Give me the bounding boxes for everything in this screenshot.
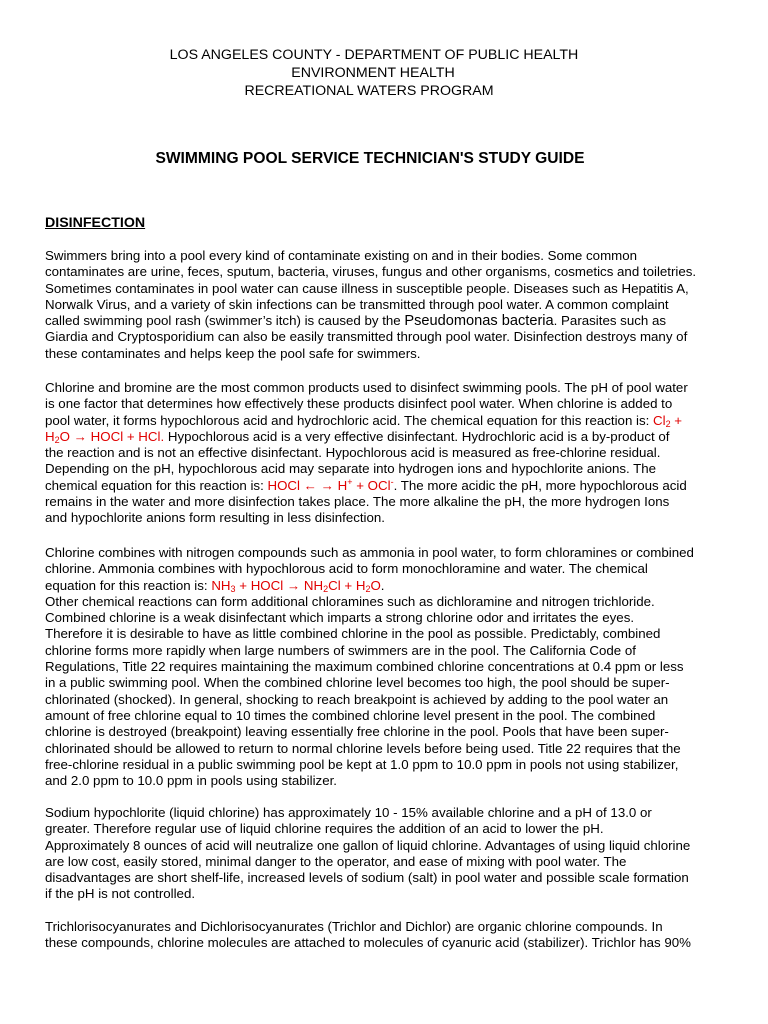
paragraph-chloramines (45, 545, 730, 789)
text-line: Depending on the pH, hypochlorous acid may separate into hydrogen ions and hypochlorite anions. The (45, 461, 657, 477)
text-line: contaminates are urine, feces, sputum, bacteria, viruses, fungus and other organisms, cosmetics and toiletries. (45, 264, 697, 280)
text-segment: chemical equation for this reaction is: (45, 477, 268, 493)
text-line: Giardia and Cryptosporidium can also be easily transmitted through pool water. Disinfection destroys many of (45, 329, 688, 345)
equation-superscript: - (390, 476, 394, 487)
text-line: if the pH is not controlled. (45, 886, 196, 902)
text-line: the reaction and is not an effective disinfectant. Hypochlorous acid is measured as free-chlorine residual. (45, 445, 661, 461)
equation-subscript: 2 (54, 434, 60, 445)
text-line: chlorine. Ammonia combines with hypochlorous acid to form monochloramine and water. The chemical (45, 561, 648, 577)
text-line: Combined chlorine is a weak disinfectant which imparts a strong chlorine odor and irritates the eyes. (45, 610, 635, 626)
chemical-equation-dissociation (267, 478, 393, 493)
equation-part: Cl + H (328, 577, 366, 593)
text-line: in a public swimming pool. When the combined chlorine level becomes too high, the pool should be super- (45, 675, 670, 691)
text-line: and 2.0 ppm to 10.0 ppm in pools using stabilizer. (45, 773, 337, 789)
equation-part: O → HOCl + HCl. (59, 428, 165, 444)
chemical-equation-monochloramine (211, 578, 380, 593)
text-line: are low cost, easily stored, minimal danger to the operator, and ease of mixing with pool water. The (45, 853, 627, 869)
text-line: free-chlorine residual in a public swimming pool be kept at 1.0 ppm to 10.0 ppm in pools not using stabilizer, (45, 756, 679, 772)
pseudomonas-term: Pseudomonas bacteria (404, 313, 554, 330)
text-line: these compounds, chlorine molecules are attached to molecules of cyanuric acid (stabilizer). Trichlor has 90% (45, 935, 691, 951)
chemical-equation-hypochlorous (653, 413, 682, 428)
text-line: greater. Therefore regular use of liquid chlorine requires the addition of an acid to lower the pH. (45, 821, 604, 837)
equation-part: + (670, 412, 683, 428)
text-line: Sometimes contaminates in pool water can cause illness in susceptible people. Diseases such as Hepatitis A, (45, 280, 689, 296)
document-title: SWIMMING POOL SERVICE TECHNICIAN'S STUDY GUIDE (155, 150, 585, 167)
text-line (45, 313, 730, 329)
text-segment: . The more acidic the pH, more hypochlorous acid (393, 477, 687, 493)
text-line: Norwalk Virus, and a variety of skin infections can be transmitted through pool water. A common complaint (45, 296, 669, 312)
equation-subscript: 2 (365, 583, 371, 594)
equation-part: HOCl ← → H (267, 477, 348, 493)
text-line: is one factor that determines how effectively these products disinfect pool water. When chlorine is added to (45, 396, 673, 412)
equation-part: + OCl (352, 477, 391, 493)
equation-superscript: + (347, 476, 353, 487)
text-line (45, 429, 730, 445)
text-segment: . Parasites such as (553, 313, 667, 329)
text-line: Chlorine combines with nitrogen compounds such as ammonia in pool water, to form chloramines or combined (45, 545, 694, 560)
equation-part: Cl (653, 412, 666, 428)
equation-subscript: 2 (665, 418, 671, 429)
document-header (0, 46, 768, 100)
paragraph-isocyanurates (45, 919, 730, 952)
header-line-program: RECREATIONAL WATERS PROGRAM (244, 83, 494, 99)
paragraph-chlorine-bromine (45, 380, 730, 527)
text-line: Regulations, Title 22 requires maintaining the maximum combined chlorine concentrations at 0.4 ppm or less (45, 659, 684, 675)
text-line: remains in the water and more disinfection takes place. The more alkaline the pH, the more hydrogen Ions (45, 494, 670, 510)
text-segment: called swimming pool rash (swimmer’s itch) is caused by the (45, 313, 405, 329)
header-line-agency: LOS ANGELES COUNTY - DEPARTMENT OF PUBLIC HEALTH (169, 47, 579, 63)
header-line-division: ENVIRONMENT HEALTH (291, 65, 455, 81)
text-line: these contaminates and helps keep the pool safe for swimmers. (45, 345, 421, 361)
text-line (45, 478, 730, 494)
text-line: chlorinated should be allowed to return to normal chlorine levels before being used. Title 22 requires that the (45, 740, 681, 756)
equation-subscript: 3 (230, 583, 236, 594)
text-line (45, 578, 730, 594)
paragraph-contaminates (45, 248, 730, 362)
text-line: disadvantages are short shelf-life, increased levels of sodium (salt) in pool water and possible scale formation (45, 870, 689, 886)
text-line: chlorinated (shocked). In general, shocking to reach breakpoint is achieved by adding to the pool water an (45, 691, 669, 707)
equation-part: NH (211, 577, 231, 593)
text-line: and hypochlorite anions form resulting in less disinfection. (45, 510, 385, 526)
chemical-equation-hypochlorous-cont (45, 429, 164, 444)
text-segment: Hypochlorous acid is a very effective disinfectant. Hydrochloric acid is a by-product of (164, 428, 670, 444)
text-line: chlorine forms more rapidly when large numbers of swimmers are in the pool. The California Code of (45, 642, 636, 658)
text-line (45, 413, 730, 429)
equation-subscript: 2 (323, 583, 329, 594)
text-line: amount of free chlorine equal to 10 times the combined chlorine level present in the pool. The combined (45, 707, 656, 723)
text-line: Therefore it is desirable to have as little combined chlorine in the pool as possible. Predictably, combined (45, 626, 661, 642)
equation-part: O (370, 577, 381, 593)
text-line: Approximately 8 ounces of acid will neutralize one gallon of liquid chlorine. Advantages of using liquid chlorine (45, 837, 691, 853)
section-heading-disinfection: DISINFECTION (45, 215, 146, 231)
equation-part: H (45, 428, 55, 444)
paragraph-sodium-hypochlorite (45, 805, 730, 903)
text-line: Sodium hypochlorite (liquid chlorine) has approximately 10 - 15% available chlorine and a pH of 13.0 or (45, 805, 652, 820)
text-line: Other chemical reactions can form additional chloramines such as dichloramine and nitrogen trichloride. (45, 593, 655, 609)
text-segment: . (380, 577, 385, 593)
text-line: Swimmers bring into a pool every kind of contaminate existing on and in their bodies. Some common (45, 248, 638, 263)
text-segment: equation for this reaction is: (45, 577, 212, 593)
text-line: chlorine is destroyed (breakpoint) leaving essentially free chlorine in the pool. Pools that have been super- (45, 724, 669, 740)
text-line: Chlorine and bromine are the most common products used to disinfect swimming pools. The pH of pool water (45, 380, 688, 395)
text-line: Trichlorisocyanurates and Dichlorisocyanurates (Trichlor and Dichlor) are organic chlorine compounds. In (45, 919, 663, 934)
equation-part: + HOCl → NH (235, 577, 324, 593)
text-segment: pool water, it forms hypochlorous acid and hydrochloric acid. The chemical equation for this reaction is: (45, 412, 654, 428)
